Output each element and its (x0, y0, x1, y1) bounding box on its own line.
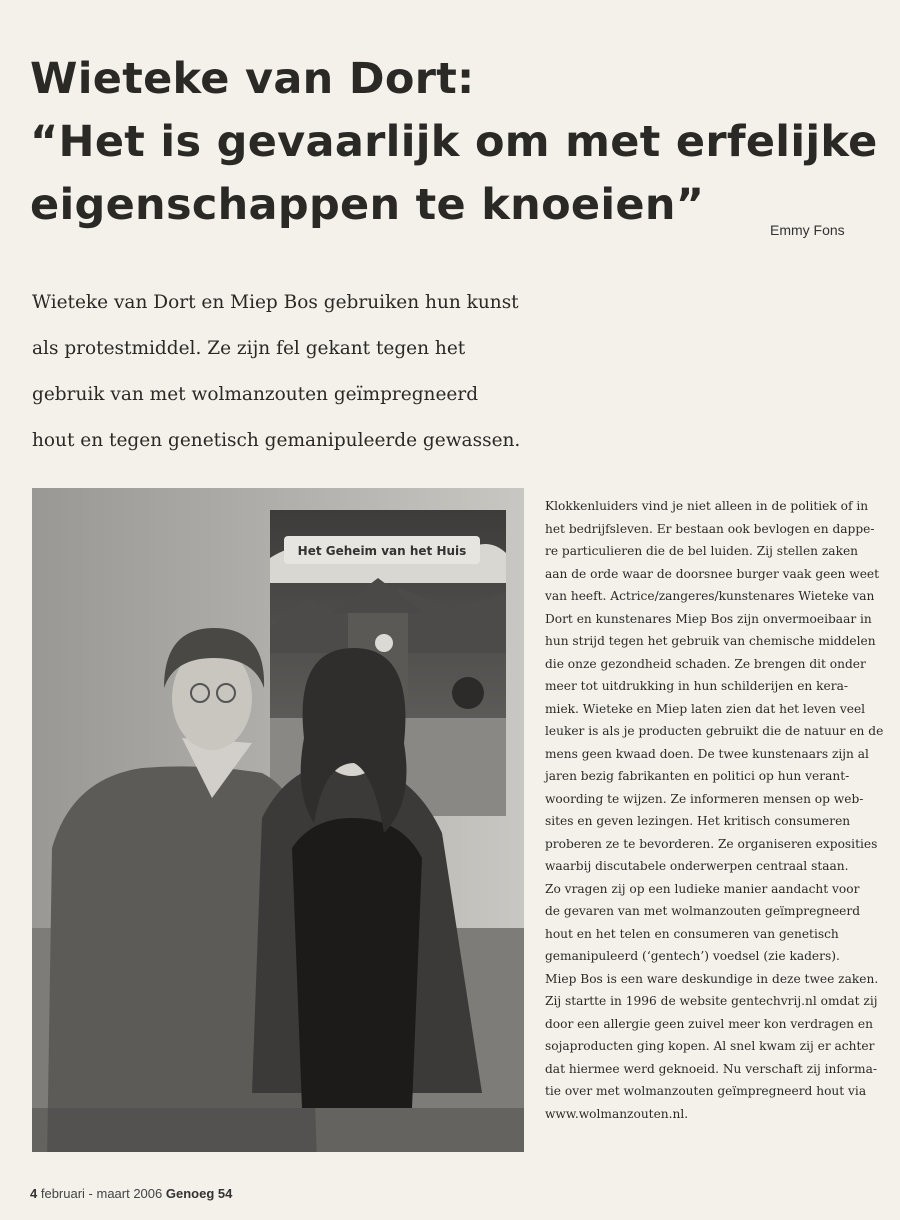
body-line: re particulieren die de bel luiden. Zij stellen zaken (545, 544, 859, 558)
issue-date: februari - maart 2006 (40, 1186, 163, 1201)
title-line: “Het is gevaarlijk om met erfelijke (30, 117, 878, 167)
lead-line: hout en tegen genetisch gemanipuleerde gewassen. (32, 430, 521, 451)
body-line: woording te wijzen. Ze informeren mensen op web- (545, 791, 864, 806)
body-line: aan de orde waar de doorsnee burger vaak geen weet (545, 566, 880, 581)
body-line: meer tot uitdrukking in hun schilderijen en kera- (545, 679, 848, 693)
body-line: van heeft. Actrice/zangeres/kunstenares Wieteke van (545, 589, 875, 603)
lead-line: Wieteke van Dort en Miep Bos gebruiken hun kunst (32, 292, 519, 313)
body-line: die onze gezondheid schaden. Ze brengen dit onder (545, 656, 866, 671)
body-line: dat hiermee werd geknoeid. Nu verschaft zij informa- (545, 1061, 877, 1076)
body-line: mens geen kwaad doen. De twee kunstenaars zijn al (545, 746, 869, 761)
author-name: Emmy Fons (770, 222, 845, 238)
body-line: leuker is als je producten gebruikt die de natuur en de (545, 724, 884, 738)
title-line: Wieteke van Dort: (30, 54, 475, 104)
poster-title: Het Geheim van het Huis (297, 544, 467, 558)
article-title (30, 48, 878, 237)
body-line: jaren bezig fabrikanten en politici op hun verant- (545, 769, 850, 783)
photo-illustration (32, 488, 524, 1152)
page-number: 4 (30, 1186, 38, 1201)
body-line: sojaproducten ging kopen. Al snel kwam zij er achter (545, 1039, 875, 1053)
body-line: Klokkenluiders vind je niet alleen in de politiek of in (545, 499, 869, 513)
body-line: hun strijd tegen het gebruik van chemische middelen (545, 634, 876, 648)
body-line: sites en geven lezingen. Het kritisch consumeren (545, 814, 851, 828)
body-line: proberen ze te bevorderen. Ze organiseren exposities (545, 836, 878, 851)
body-line: door een allergie geen zuivel meer kon verdragen en (545, 1016, 873, 1031)
page-footer (30, 1186, 232, 1201)
body-text (545, 495, 884, 1125)
body-line: tie over met wolmanzouten geïmpregneerd hout via (545, 1084, 867, 1098)
lead-line: gebruik van met wolmanzouten geïmpregneerd (32, 384, 479, 405)
body-line: gemanipuleerd (‘gentech’) voedsel (zie kaders). (545, 949, 840, 963)
body-line: waarbij discutabele onderwerpen centraal staan. (545, 859, 849, 873)
body-line: Dort en kunstenares Miep Bos zijn onvermoeibaar in (545, 611, 872, 626)
body-line: hout en het telen en consumeren van genetisch (545, 926, 839, 941)
article-photo (32, 488, 524, 1152)
magazine-name: Genoeg 54 (165, 1186, 233, 1201)
body-line: Miep Bos is een ware deskundige in deze twee zaken. (545, 971, 879, 986)
body-line: de gevaren van met wolmanzouten geïmpregneerd (545, 904, 861, 918)
body-line: het bedrijfsleven. Er bestaan ook bevlogen en dappe- (545, 521, 875, 536)
body-line: Zij startte in 1996 de website gentechvrij.nl omdat zij (545, 994, 878, 1008)
body-line: Zo vragen zij op een ludieke manier aandacht voor (545, 881, 860, 896)
lead-paragraph (32, 280, 552, 464)
body-line: miek. Wieteke en Miep laten zien dat het leven veel (545, 701, 866, 716)
lead-line: als protestmiddel. Ze zijn fel gekant tegen het (32, 338, 466, 359)
title-line: eigenschappen te knoeien” (30, 180, 705, 230)
body-line: www.wolmanzouten.nl. (545, 1106, 689, 1121)
